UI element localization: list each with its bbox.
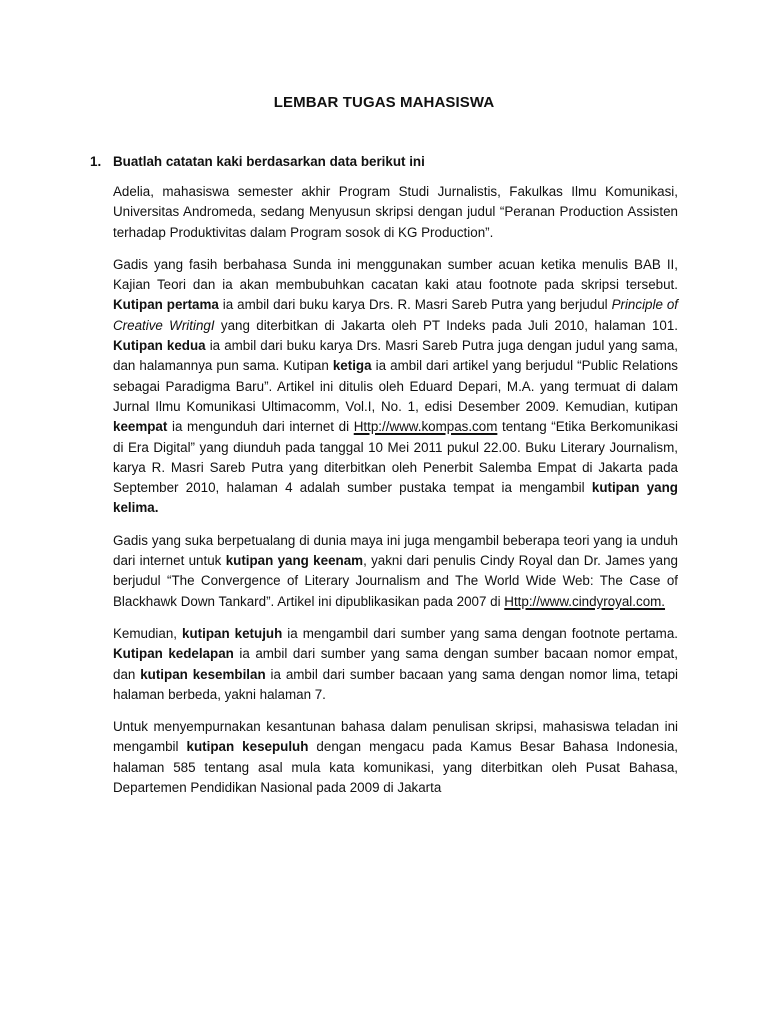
text-run: Gadis yang suka berpetualang di dunia maya ini juga mengambil beberapa teori yang ia unduh dari internet untuk	[113, 532, 678, 569]
bold-phrase: Kutipan kedelapan	[113, 646, 234, 662]
text-run: dengan mengacu pada Kamus Besar Bahasa Indonesia, halaman 585 tentang asal mula kata komunikasi, yang diterbitkan oleh Pusat Bahasa, Departemen Pendidikan Nasional pada 2009 di Jakarta	[113, 739, 679, 796]
text-run: tentang “Etika Berkomunikasi di Era Digital” yang diunduh pada tanggal 10 Mei 2011 pukul 22.00. Buku Literary Journalism, karya R. Masri Sareb Putra yang diterbitkan oleh Penerbit Salemba Empat di Jakarta pada September 2010, halaman 4 adalah sumber pustaka tempat ia mengambil	[113, 419, 678, 496]
text-run: ia ambil dari sumber yang sama dengan sumber bacaan nomor empat, dan	[113, 646, 678, 682]
text-run: ia ambil dari buku karya Drs. R. Masri Sareb Putra yang berjudul	[218, 297, 612, 313]
question-number: 1.	[90, 154, 102, 169]
bold-phrase: kutipan yang keenam	[225, 553, 364, 569]
text-run: ia ambil dari artikel yang berjudul “Public Relations sebagai Paradigma Baru”. Artikel ini ditulis oleh Eduard Depari, M.A. yang termuat di dalam Jurnal Ilmu Komunikasi Ultimacomm, Vol.I, No. 1, edisi Desember 2009. Kemudian, kutipan	[113, 358, 679, 414]
bold-phrase: kutipan yang kelima.	[113, 480, 678, 516]
bold-phrase: kutipan kesepuluh	[186, 739, 309, 755]
paragraph-4	[113, 624, 678, 705]
paragraph-2	[113, 255, 678, 519]
bold-phrase: Kutipan kedua	[113, 338, 206, 354]
url-link[interactable]: Http://www.kompas.com	[353, 419, 498, 435]
question-heading	[90, 154, 680, 169]
bold-phrase: Kutipan pertama	[113, 297, 219, 313]
bold-phrase: keempat	[113, 419, 168, 435]
bold-phrase: ketiga	[332, 358, 372, 374]
bold-phrase: kutipan ketujuh	[182, 625, 283, 641]
text-run: , yakni dari penulis Cindy Royal dan Dr. James yang berjudul “The Convergence of Literary Journalism and The World Wide Web: The Case of Blackhawk Down Tankard”. Artikel ini dipublikasikan pada 2007 di	[113, 553, 678, 609]
text-run: Adelia, mahasiswa semester akhir Program Studi Jurnalistis, Fakulkas Ilmu Komunikasi, Universitas Andromeda, sedang Menyusun skripsi dengan judul “Peranan Production Assisten terhadap Produktivitas dalam Program sosok di KG Production”.	[113, 184, 678, 240]
text-run: Kemudian,	[113, 625, 183, 641]
question-body	[113, 182, 678, 810]
text-run: ia ambil dari buku karya Drs. Masri Sareb Putra juga dengan judul yang sama, dan halamannya pun sama. Kutipan	[113, 338, 678, 374]
text-run: ia mengunduh dari internet di	[167, 419, 354, 435]
question-text: Buatlah catatan kaki berdasarkan data berikut ini	[113, 154, 425, 169]
text-run: ia ambil dari sumber bacaan yang sama dengan nomor lima, tetapi halaman berbeda, yakni halaman 7.	[113, 666, 679, 702]
text-run: Untuk menyempurnakan kesantunan bahasa dalam penulisan skripsi, mahasiswa teladan ini mengambil	[113, 719, 678, 755]
text-run: ia mengambil dari sumber yang sama dengan footnote pertama.	[282, 625, 678, 641]
book-title: Principle of Creative WritingI	[113, 297, 679, 333]
paragraph-5	[113, 717, 678, 798]
text-run: Gadis yang fasih berbahasa Sunda ini menggunakan sumber acuan ketika menulis BAB II, Kajian Teori dan ia akan membubuhkan cacatan kaki atau footnote pada skripsi tersebut.	[113, 256, 678, 293]
text-run: yang diterbitkan di Jakarta oleh PT Indeks pada Juli 2010, halaman 101.	[214, 317, 678, 333]
paragraph-3	[113, 531, 678, 612]
bold-phrase: kutipan kesembilan	[140, 666, 266, 682]
document-title: LEMBAR TUGAS MAHASISWA	[273, 94, 495, 111]
paragraph-1	[113, 182, 678, 243]
url-link[interactable]: Http://www.cindyroyal.com.	[504, 593, 666, 609]
